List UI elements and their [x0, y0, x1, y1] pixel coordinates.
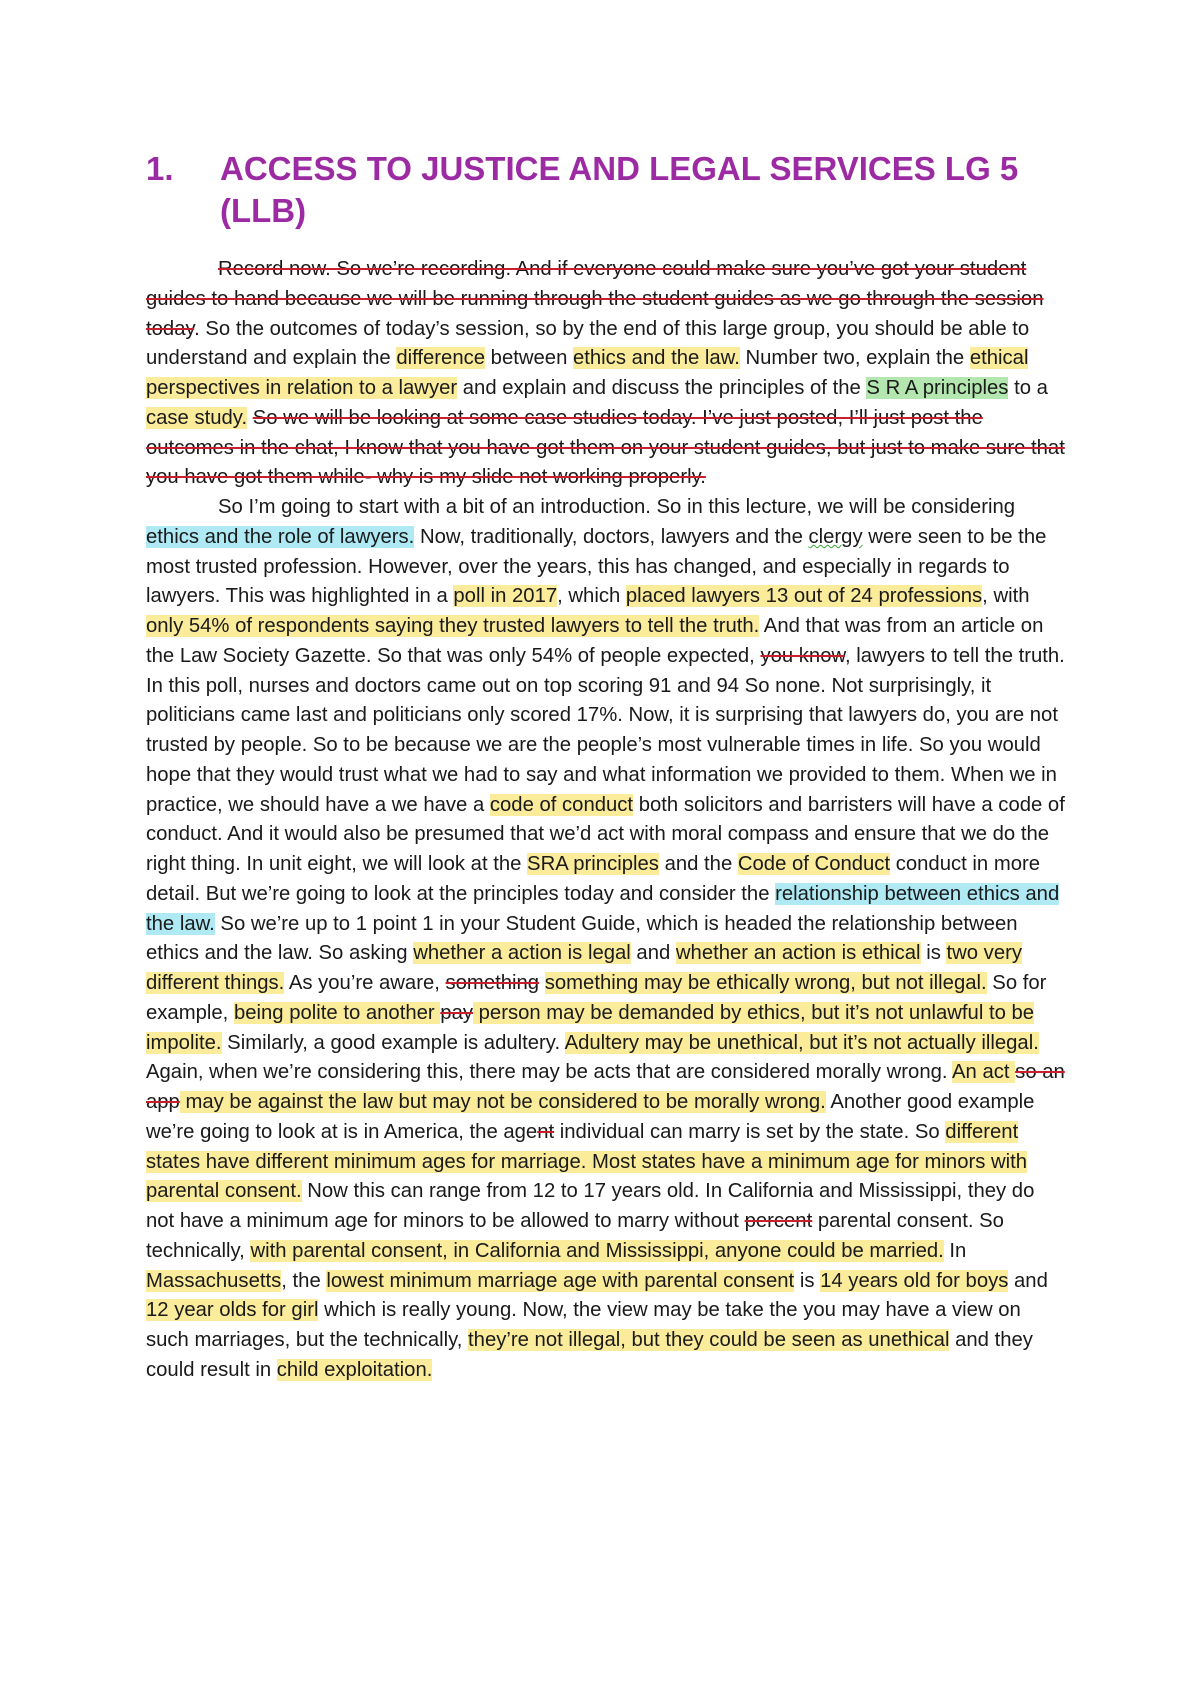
highlighted-text: 12 year olds for girl — [146, 1299, 319, 1322]
text-run: to a — [1008, 377, 1048, 399]
text-run: So we’re up to 1 point 1 in your Student Guide, which is headed the relationship between ethics and the law. So asking — [146, 912, 1018, 965]
highlighted-text: they’re not illegal, but they could be seen as unethical — [468, 1329, 950, 1351]
text-run: between — [485, 347, 573, 370]
highlighted-text: lowest minimum marriage age with parental consent — [326, 1269, 795, 1292]
highlighted-text-blue: relationship between ethics and the law. — [146, 882, 1060, 935]
highlighted-text: two very different things. — [146, 942, 1022, 994]
text-run: which is really young. Now, the view may be take the you may have a view on such marriages, but the technically, — [146, 1299, 1021, 1351]
text-run: parental consent. So technically, — [146, 1210, 1004, 1262]
highlighted-text: child exploitation. — [276, 1358, 433, 1381]
highlighted-text: something may be ethically wrong, but not illegal. — [544, 972, 987, 994]
highlighted-text: person may be demanded by ethics, but it’s not unlawful to be impolite. — [146, 1001, 1035, 1054]
highlighted-text: case study. — [146, 406, 248, 429]
highlighted-text: whether an action is ethical — [675, 942, 921, 965]
text-run: As you’re aware, — [284, 972, 446, 994]
highlighted-text: Code of Conduct — [737, 853, 891, 875]
text-run: individual can marry is set by the state. So — [554, 1120, 946, 1143]
highlighted-text: 14 years old for boys — [820, 1269, 1009, 1292]
text-run: and — [630, 942, 676, 965]
text-run: conduct in more detail. But we’re going to look at the principles today and consider the — [146, 853, 1041, 905]
highlighted-text: code of conduct — [489, 793, 634, 816]
highlighted-text: placed lawyers 13 out of 24 professions — [625, 585, 983, 608]
flagged-word: clergy — [808, 525, 863, 548]
struck-text: percent — [744, 1210, 813, 1232]
paragraph — [146, 255, 1068, 493]
highlighted-text: may be against the law but may not be considered to be morally wrong. — [179, 1091, 826, 1113]
text-run: So I’m going to start with a bit of an introduction. So in this lecture, we will be considering — [218, 496, 1016, 518]
text-run: , the — [281, 1269, 327, 1292]
highlighted-text: only 54% of respondents saying they trusted lawyers to tell the truth. — [146, 615, 760, 637]
section-number: 1. — [146, 150, 174, 187]
text-run: Now this can range from 12 to 17 years old. In California and Mississippi, they do not have a minimum age for minors to be allowed to marry without — [146, 1180, 1035, 1232]
highlighted-text: SRA principles — [527, 853, 659, 875]
struck-text: so an app — [146, 1061, 1065, 1113]
highlighted-text: ethics and the law. — [572, 347, 740, 370]
text-run: both solicitors and barristers will have a code of conduct. And it would also be presumed that we’d act with moral compass and ensure that we do the right thing. In unit eight, we will look at the — [146, 793, 1065, 875]
highlighted-text-green: S R A principles — [866, 377, 1009, 399]
highlighted-text: Adultery may be unethical, but it’s not actually illegal. — [564, 1031, 1039, 1054]
highlighted-text: different states have different minimum ages for marriage. Most states have a minimum age for minors with parental consent. — [146, 1120, 1028, 1203]
text-run: Another good example we’re going to look at is in America, the age — [146, 1091, 1035, 1143]
transcript-body — [146, 255, 1068, 1386]
struck-text: pay — [440, 1001, 473, 1024]
text-run: , with — [982, 585, 1030, 608]
text-run: So for example, — [146, 972, 1047, 1024]
text-run: And that was from an article on the Law Society Gazette. So that was only 54% of people expected, — [146, 615, 1044, 667]
text-run — [539, 972, 545, 994]
text-run: Number two, explain the — [739, 347, 970, 370]
text-run: and they could result in — [146, 1329, 1033, 1381]
highlighted-text: whether a action is legal — [413, 942, 631, 965]
text-run: , lawyers to tell the truth. In this poll, nurses and doctors came out on top scoring 91 and 94 So none. Not surprisingly, it politicians came last and politicians only scored 17%. Now, it is surprising that lawyers do, you are not trusted by people. So to be because we are the people’s most vulnerable times in life. So you would hope that they would trust what we had to say and what information we provided to them. When we in practice, we should have a we have a — [146, 644, 1065, 816]
struck-text: you know — [760, 644, 846, 667]
struck-text: nt — [537, 1120, 555, 1143]
text-run: . So the outcomes of today’s session, so by the end of this large group, you should be able to understand and explain the — [146, 317, 1030, 370]
text-run: Similarly, a good example is adultery. — [221, 1031, 565, 1054]
highlighted-text: difference — [396, 347, 486, 370]
text-run: Again, when we’re considering this, there may be acts that are considered morally wrong. — [146, 1061, 953, 1084]
text-run: and the — [658, 853, 738, 875]
text-run: and — [1008, 1269, 1048, 1292]
highlighted-text: An act — [952, 1061, 1016, 1084]
section-heading — [146, 148, 1086, 232]
struck-text: So we will be looking at some case studies today. I’ve just posted, I’ll just post the outcomes in the chat, I know that you have got them on your student guides, but just to make sure that you have got them while- why is my slide not working properly. — [146, 406, 1065, 489]
highlighted-text: poll in 2017 — [453, 585, 558, 608]
struck-text: Record now. So we’re recording. And if everyone could make sure you’ve got your student guides to hand because we will be running through the student guides as we go through the session today — [146, 258, 1044, 340]
text-run: were seen to be the most trusted profession. However, over the years, this has changed, and especially in regards to lawyers. This was highlighted in a — [146, 525, 1047, 608]
highlighted-text: with parental consent, in California and Mississippi, anyone could be married. — [250, 1239, 944, 1262]
text-run: is — [920, 942, 947, 965]
text-run: Now, traditionally, doctors, lawyers and the — [414, 525, 809, 548]
struck-text: something — [445, 972, 540, 994]
highlighted-text: ethical perspectives in relation to a lawyer — [146, 347, 1029, 399]
paragraph — [146, 493, 1068, 1386]
text-run: is — [794, 1269, 821, 1292]
section-title: ACCESS TO JUSTICE AND LEGAL SERVICES LG 5 (LLB) — [220, 150, 1019, 229]
highlighted-text-blue: ethics and the role of lawyers. — [146, 525, 415, 548]
text-run: , which — [557, 585, 626, 608]
highlighted-text: being polite to another — [233, 1001, 441, 1024]
text-run: and explain and discuss the principles of the — [457, 377, 867, 399]
text-run: In — [943, 1239, 967, 1262]
highlighted-text: Massachusetts — [146, 1269, 282, 1292]
